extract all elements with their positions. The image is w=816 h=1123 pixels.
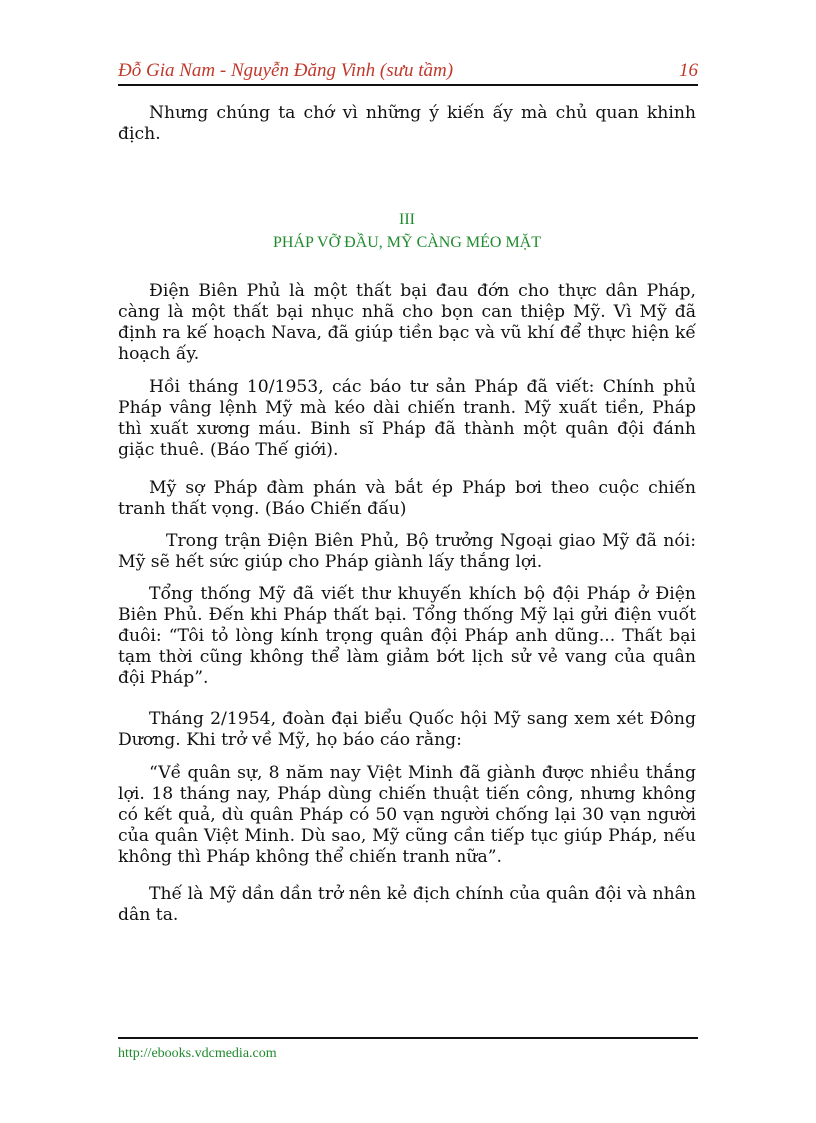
footer-link[interactable]: http://ebooks.vdcmedia.com bbox=[118, 1046, 277, 1061]
paragraph-quote: “Về quân sự, 8 năm nay Việt Minh đã giành được nhiều thắng lợi. 18 tháng nay, Pháp dùng chiến thuật tiến công, nhưng không có kết quả, dù quân Pháp có 50 vạn người chống lại 30 vạn người của quân Việt Minh. Dù sao, Mỹ cũng cần tiếp tục giúp Pháp, nếu không thì Pháp không thể chiến tranh nữa”. bbox=[118, 763, 696, 867]
paragraph-2: Hồi tháng 10/1953, các báo tư sản Pháp đã viết: Chính phủ Pháp vâng lệnh Mỹ mà kéo dài chiến tranh. Mỹ xuất tiền, Pháp thì xuất xương máu. Binh sĩ Pháp đã thành một quân đội đánh giặc thuê. (Báo Thế giới). bbox=[118, 377, 696, 460]
page-footer bbox=[118, 1037, 698, 1061]
paragraph-conclusion: Thế là Mỹ dần dần trở nên kẻ địch chính của quân đội và nhân dân ta. bbox=[118, 884, 696, 925]
paragraph-intro: Nhưng chúng ta chớ vì những ý kiến ấy mà chủ quan khinh địch. bbox=[118, 103, 696, 144]
paragraph-5: Tổng thống Mỹ đã viết thư khuyến khích bộ đội Pháp ở Điện Biên Phủ. Đến khi Pháp thất bại. Tổng thống Mỹ lại gửi điện vuốt đuôi: “Tôi tỏ lòng kính trọng quân đội Pháp anh dũng... Thất bại tạm thời cũng không thể làm giảm bớt lịch sử vẻ vang của quân đội Pháp”. bbox=[118, 584, 696, 688]
paragraph-6: Tháng 2/1954, đoàn đại biểu Quốc hội Mỹ sang xem xét Đông Dương. Khi trở về Mỹ, họ báo cáo rằng: bbox=[118, 709, 696, 750]
header-author: Đỗ Gia Nam - Nguyễn Đăng Vinh (sưu tầm) bbox=[118, 60, 454, 81]
header-page-number: 16 bbox=[679, 60, 698, 81]
page-header bbox=[118, 58, 698, 86]
paragraph-4: Trong trận Điện Biên Phủ, Bộ trưởng Ngoại giao Mỹ đã nói: Mỹ sẽ hết sức giúp cho Pháp giành lấy thắng lợi. bbox=[118, 531, 696, 572]
section-number: III bbox=[399, 211, 415, 228]
paragraph-3: Mỹ sợ Pháp đàm phán và bắt ép Pháp bơi theo cuộc chiến tranh thất vọng. (Báo Chiến đấu) bbox=[118, 478, 696, 519]
section-title: PHÁP VỠ ĐẦU, MỸ CÀNG MÉO MẶT bbox=[272, 234, 542, 251]
paragraph-1: Điện Biên Phủ là một thất bại đau đớn cho thực dân Pháp, càng là một thất bại nhục nhã cho bọn can thiệp Mỹ. Vì Mỹ đã định ra kế hoạch Nava, đã giúp tiền bạc và vũ khí để thực hiện kế hoạch ấy. bbox=[118, 281, 696, 364]
